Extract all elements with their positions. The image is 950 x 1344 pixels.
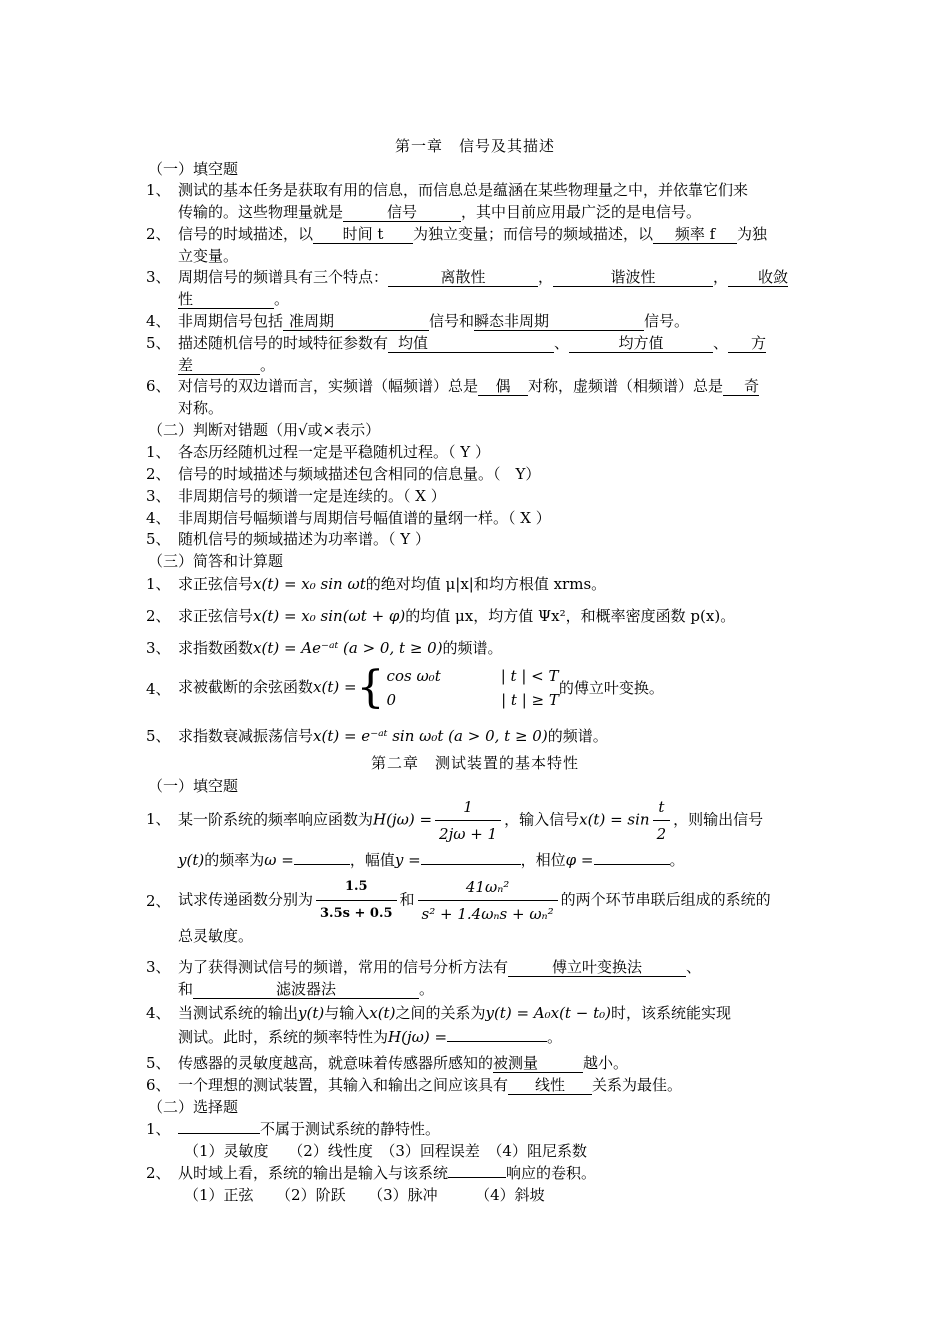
calc-question-5: 5、 求指数衰减振荡信号x(t) = e⁻ᵃᵗ sin ω₀t (a > 0, t ≥ 0)的频谱。 <box>146 727 608 745</box>
answer-blank: 偶 <box>478 378 528 396</box>
answer-blank: 瞬态非周期 <box>474 313 644 331</box>
case-line: cos ω₀t | t | < T <box>386 667 559 685</box>
ch2-fill-question-3: 3、 为了获得测试信号的频谱，常用的信号分析方法有 傅立叶变换法 、 和 滤波器法 。 <box>146 958 702 998</box>
chapter-1-title: 第一章 信号及其描述 <box>394 137 555 155</box>
answer-blank: 信号 <box>343 204 461 222</box>
formula: x(t) = e⁻ᵃᵗ sin ω₀t (a > 0, t ≥ 0) <box>313 727 548 745</box>
formula: H(jω) = <box>373 810 433 829</box>
section-judge-heading: （二）判断对错题（用√或×表示） <box>148 421 381 439</box>
fill-question-1: 1、 测试的基本任务是获取有用的信息，而信息总是蕴涵在某些物理量之中，并依靠它们来 传输的。这些物理量就是 信号 ，其中目前应用最广泛的是电信号。 <box>146 181 749 221</box>
answer-blank: 收敛 <box>728 269 788 287</box>
calc-question-3: 3、 求指数函数x(t) = Ae⁻ᵃᵗ (a > 0, t ≥ 0)的频谱。 <box>146 639 503 657</box>
answer-blank: 时间 t <box>313 226 413 244</box>
fill-question-3: 3、 周期信号的频谱具有三个特点： 离散性 ， 谐波性 ， 收敛 性 。 <box>146 268 789 308</box>
formula: x(t) = x₀ sin(ωt + φ) <box>253 607 406 625</box>
formula: x(t) = <box>313 678 357 696</box>
answer-blank <box>178 1133 260 1134</box>
formula: x(t) = x₀ sin ωt <box>253 575 366 593</box>
section-calc-heading: （三）简答和计算题 <box>148 552 284 570</box>
answer-blank: 差 <box>178 357 260 375</box>
answer-blank: 均方值 <box>569 335 713 353</box>
ch2-fill-question-1: 1、 某一阶系统的频率响应函数为H(jω) = $\frac{1}{2j\omega + 1}$ ，输入信号x(t) = sin $\frac{t}{2}$ ，则输出信号 y(t)的频率为ω = ，幅值y = ，相位φ = 。 <box>146 798 764 869</box>
chapter-2-title: 第二章 测试装置的基本特性 <box>370 754 579 772</box>
answer-blank <box>421 864 521 865</box>
section-choice-heading: （二）选择题 <box>148 1098 239 1116</box>
ch2-fill-question-4: 4、 当测试系统的输出y(t)与输入x(t)之间的关系为y(t) = A₀x(t − t₀)时，该系统能实现 测试。此时，系统的频率特性为H(jω) = 。 <box>146 1004 731 1046</box>
calc-question-2: 2、 求正弦信号x(t) = x₀ sin(ωt + φ)的均值 μx，均方值 Ψx²，和概率密度函数 p(x)。 <box>146 607 736 625</box>
answer-blank <box>447 1041 547 1042</box>
fill-question-6: 6、 对信号的双边谱而言，实频谱（幅频谱）总是 偶 对称，虚频谱（相频谱）总是 奇 对称。 <box>146 377 760 417</box>
answer-blank: 准周期 <box>283 313 429 331</box>
answer-blank: 被测量 <box>493 1055 583 1073</box>
answer-blank: 傅立叶变换法 <box>508 959 686 977</box>
choice-options-2: （1）正弦 （2）阶跃 （3）脉冲 （4）斜坡 <box>184 1186 545 1204</box>
answer-blank: 滤波器法 <box>193 981 419 999</box>
fill-question-2: 2、 信号的时域描述，以 时间 t 为独立变量；而信号的频域描述，以 频率 f 为独 立变量。 <box>146 225 768 265</box>
ch2-fill-question-2: 2、 试求传递函数分别为 $\frac{1.5}{3.5s + 0.5}$ 和 $\frac{\text{41ωₙ²}}{\text{s² + 1.4ωₙs + ωₙ²}}$ 的两个环节串联后组成的系统的 总灵敏度。 <box>146 878 771 945</box>
case-line: 0 | t | ≥ T <box>386 691 559 709</box>
answer-blank <box>448 1177 506 1178</box>
answer-blank <box>294 864 350 865</box>
fill-question-5: 5、 描述随机信号的时域特征参数有 均值 、 均方值 、 方 差 。 <box>146 334 767 374</box>
judge-question-1: 1、 各态历经随机过程一定是平稳随机过程。（ Y ） <box>146 443 490 461</box>
answer-blank: 频率 f <box>653 226 737 244</box>
answer-blank: 线性 <box>508 1077 592 1095</box>
ch2-fill-question-5: 5、 传感器的灵敏度越高，就意味着传感器所感知的被测量 越小。 <box>146 1054 629 1072</box>
calc-question-4: 4、 求被截断的余弦函数x(t) ={ cos ω₀t | t | < T 0 | t | ≥ T 的傅立叶变换。 <box>146 662 664 713</box>
formula: x(t) = sin <box>579 810 650 829</box>
fill-question-4: 4、 非周期信号包括 准周期 信号和瞬态非周期 信号。 <box>146 312 690 330</box>
judge-question-5: 5、 随机信号的频域描述为功率谱。（ Y ） <box>146 530 430 548</box>
section-fill-heading-2: （一）填空题 <box>148 777 239 795</box>
answer-blank: 离散性 <box>388 269 538 287</box>
choice-options-1: （1）灵敏度 （2）线性度 （3）回程误差 （4）阻尼系数 <box>184 1142 587 1160</box>
judge-question-4: 4、 非周期信号幅频谱与周期信号幅值谱的量纲一样。（ X ） <box>146 509 551 527</box>
answer-blank: 性 <box>178 291 274 309</box>
answer-blank: 奇 <box>723 378 759 396</box>
section-fill-heading: （一）填空题 <box>148 160 239 178</box>
judge-question-3: 3、 非周期信号的频谱一定是连续的。（ X ） <box>146 487 446 505</box>
answer-blank <box>594 864 670 865</box>
choice-question-2: 2、 从时域上看，系统的输出是输入与该系统 响应的卷积。 <box>146 1164 597 1182</box>
ch2-fill-question-6: 6、 一个理想的测试装置，其输入和输出之间应该具有 线性 关系为最佳。 <box>146 1076 683 1094</box>
answer-blank: 均值 <box>388 335 554 353</box>
choice-question-1: 1、 不属于测试系统的静特性。 <box>146 1120 441 1138</box>
calc-question-1: 1、 求正弦信号x(t) = x₀ sin ωt的绝对均值 μ|x|和均方根值 xrms。 <box>146 575 607 593</box>
answer-blank: 方 <box>728 335 766 353</box>
formula: x(t) = Ae⁻ᵃᵗ (a > 0, t ≥ 0) <box>253 639 443 657</box>
answer-blank: 谐波性 <box>553 269 713 287</box>
judge-question-2: 2、 信号的时域描述与频域描述包含相同的信息量。（ Y） <box>146 465 541 483</box>
